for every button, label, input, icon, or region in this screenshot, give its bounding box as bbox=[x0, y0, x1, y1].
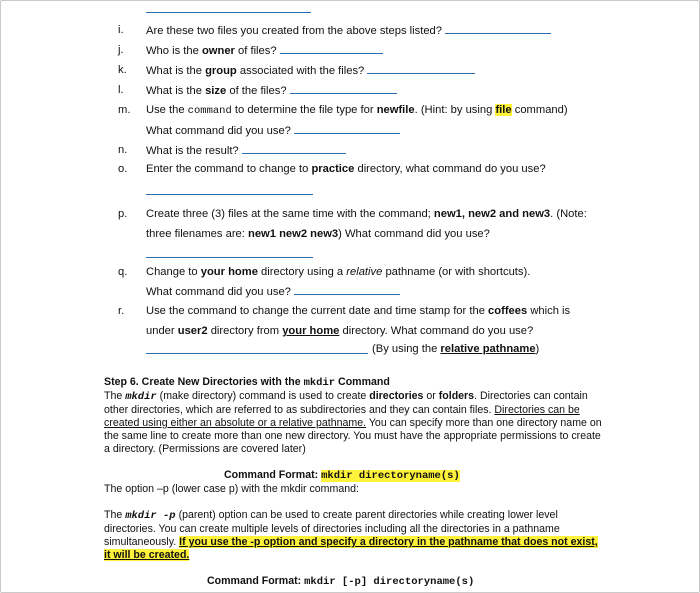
question-r-2-underline: your home bbox=[282, 325, 340, 337]
question-m-bold: newfile bbox=[376, 104, 415, 116]
step6-heading-pre: Step 6. Create New Directories with the bbox=[104, 376, 304, 388]
question-p bbox=[146, 207, 587, 221]
question-l-pre: What is the bbox=[146, 85, 206, 97]
item-marker-m: m. bbox=[118, 104, 131, 116]
answer-blank-q[interactable] bbox=[294, 284, 400, 295]
question-q-post: pathname (or with shortcuts). bbox=[382, 266, 531, 278]
question-r-pre: Use the command to change the current date and time stamp for the bbox=[146, 305, 489, 317]
step6-heading-post: Command bbox=[335, 376, 390, 388]
question-l-bold: size bbox=[205, 85, 227, 97]
answer-blank-n[interactable] bbox=[242, 143, 346, 154]
question-r-post: which is bbox=[527, 305, 571, 317]
answer-blank-j[interactable] bbox=[280, 43, 383, 54]
question-p-post: . (Note: bbox=[550, 208, 587, 220]
question-m-cmd: command bbox=[187, 105, 232, 117]
question-j bbox=[146, 43, 383, 58]
question-j-pre: Who is the bbox=[146, 45, 202, 57]
question-r-2-bold: user2 bbox=[177, 325, 208, 337]
item-marker-k: k. bbox=[118, 64, 127, 76]
step6-p2-a: The bbox=[104, 509, 126, 521]
question-m-2 bbox=[146, 123, 400, 138]
answer-blank-k[interactable] bbox=[367, 63, 475, 74]
answer-blank-l[interactable] bbox=[290, 83, 397, 94]
question-k-pre: What is the bbox=[146, 65, 206, 77]
step6-p1-bold2: folders bbox=[438, 390, 475, 402]
question-r-2-pre: under bbox=[146, 325, 178, 337]
step6-p1-bold1: directories bbox=[369, 390, 424, 402]
question-q-italic: relative bbox=[346, 266, 383, 278]
step6-p1-cmd: mkdir bbox=[125, 391, 157, 403]
step6-p2-highlight: If you use the -p option and specify a directory in the pathname that does not exist, it will be created. bbox=[104, 536, 598, 561]
question-l bbox=[146, 83, 397, 98]
question-r-2-post: directory. What command do you use? bbox=[339, 325, 534, 337]
question-p-bold: new1, new2 and new3 bbox=[433, 208, 551, 220]
step6-p1-b: (make directory) command is used to create bbox=[156, 390, 370, 402]
question-p-2-pre: three filenames are: bbox=[146, 228, 248, 240]
question-o-bold: practice bbox=[311, 163, 355, 175]
item-marker-n: n. bbox=[118, 144, 128, 156]
question-n-text: What is the result? bbox=[146, 145, 239, 157]
question-m-mid: to determine the file type for bbox=[231, 104, 377, 116]
question-m-file-highlight: file bbox=[495, 104, 512, 116]
step6-heading-cmd: mkdir bbox=[303, 377, 336, 389]
answer-blank-r[interactable] bbox=[146, 353, 368, 354]
question-n bbox=[146, 143, 346, 158]
question-q bbox=[146, 265, 530, 279]
answer-blank-o[interactable] bbox=[146, 194, 313, 195]
item-marker-r: r. bbox=[118, 305, 125, 317]
command-format-2-label: Command Format: bbox=[207, 575, 305, 587]
question-i-text: Are these two files you created from the above steps listed? bbox=[146, 25, 443, 37]
question-m bbox=[146, 103, 568, 118]
question-l-post: of the files? bbox=[226, 85, 287, 97]
step6-p1-a: The bbox=[104, 390, 126, 402]
answer-blank-p[interactable] bbox=[146, 257, 313, 258]
question-p-2-post: ) What command did you use? bbox=[338, 228, 490, 240]
step6-p1-underline: Directories can be created using either an absolute or a relative pathname. bbox=[104, 404, 580, 429]
answer-blank-i[interactable] bbox=[445, 23, 551, 34]
question-i bbox=[146, 23, 551, 38]
item-marker-o: o. bbox=[118, 163, 128, 175]
question-q-2 bbox=[146, 284, 400, 299]
command-format-1-label: Command Format: bbox=[224, 469, 322, 481]
step6-heading bbox=[104, 376, 604, 390]
command-format-1-cmd: mkdir directoryname(s) bbox=[321, 470, 460, 482]
question-o-post: directory, what command do you use? bbox=[354, 163, 546, 175]
question-m-2-text: What command did you use? bbox=[146, 125, 291, 137]
question-r-3-underline: relative pathname bbox=[440, 343, 536, 355]
question-o bbox=[146, 162, 546, 176]
question-q-2-text: What command did you use? bbox=[146, 286, 291, 298]
step6-p1-d: . Directories can contain other directories, which are referred to as subdirectories and they can contain files. bbox=[104, 390, 588, 416]
command-format-2-cmd: mkdir [-p] directoryname(s) bbox=[304, 576, 475, 588]
step6-p1-c: or bbox=[423, 390, 439, 402]
step6-p2-cmd: mkdir -p bbox=[125, 510, 176, 522]
question-k bbox=[146, 63, 475, 78]
question-q-mid: directory using a bbox=[257, 266, 347, 278]
question-p-2 bbox=[146, 227, 490, 241]
question-p-2-bold: new1 new2 new3 bbox=[247, 228, 339, 240]
step6-paragraph-2 bbox=[104, 509, 604, 562]
question-r-3 bbox=[372, 342, 539, 356]
answer-blank-m[interactable] bbox=[294, 123, 400, 134]
item-marker-p: p. bbox=[118, 208, 128, 220]
step6-p2-b: (parent) option can be used to create parent directories while creating lower level directories. You can create multiple levels of directories including all the directories in a pathname simultaneously. bbox=[104, 509, 560, 548]
question-m-pre: Use the bbox=[146, 104, 188, 116]
question-r-3-post: ) bbox=[535, 343, 540, 355]
question-r-bold: coffees bbox=[488, 305, 528, 317]
step6-section bbox=[104, 376, 604, 589]
question-m-hint: . (Hint: by using bbox=[414, 104, 496, 116]
answer-blank-top[interactable] bbox=[146, 12, 311, 13]
question-m-end: command) bbox=[511, 104, 568, 116]
question-j-bold: owner bbox=[201, 45, 235, 57]
step6-paragraph-1 bbox=[104, 390, 604, 456]
question-r bbox=[146, 304, 570, 318]
question-k-bold: group bbox=[205, 65, 237, 77]
question-o-pre: Enter the command to change to bbox=[146, 163, 312, 175]
item-marker-q: q. bbox=[118, 266, 128, 278]
question-r-2-mid: directory from bbox=[207, 325, 283, 337]
command-format-1 bbox=[104, 469, 604, 483]
question-q-pre: Change to bbox=[146, 266, 201, 278]
question-p-pre: Create three (3) files at the same time with the command; bbox=[146, 208, 434, 220]
item-marker-i: i. bbox=[118, 24, 124, 36]
option-text: The option –p (lower case p) with the mkdir command: bbox=[104, 483, 359, 495]
question-r-3-pre: (By using the bbox=[372, 343, 441, 355]
question-j-post: of files? bbox=[234, 45, 277, 57]
question-q-bold: your home bbox=[200, 266, 258, 278]
question-k-post: associated with the files? bbox=[236, 65, 365, 77]
item-marker-j: j. bbox=[118, 44, 124, 56]
item-marker-l: l. bbox=[118, 84, 124, 96]
step6-p1-e: You can specify more than one directory name on the same line to create more than one new directory. You must have the appropriate permissions to create a directory. (Permissions are covered later) bbox=[104, 417, 602, 455]
command-format-2 bbox=[104, 575, 604, 589]
question-r-2 bbox=[146, 324, 533, 338]
